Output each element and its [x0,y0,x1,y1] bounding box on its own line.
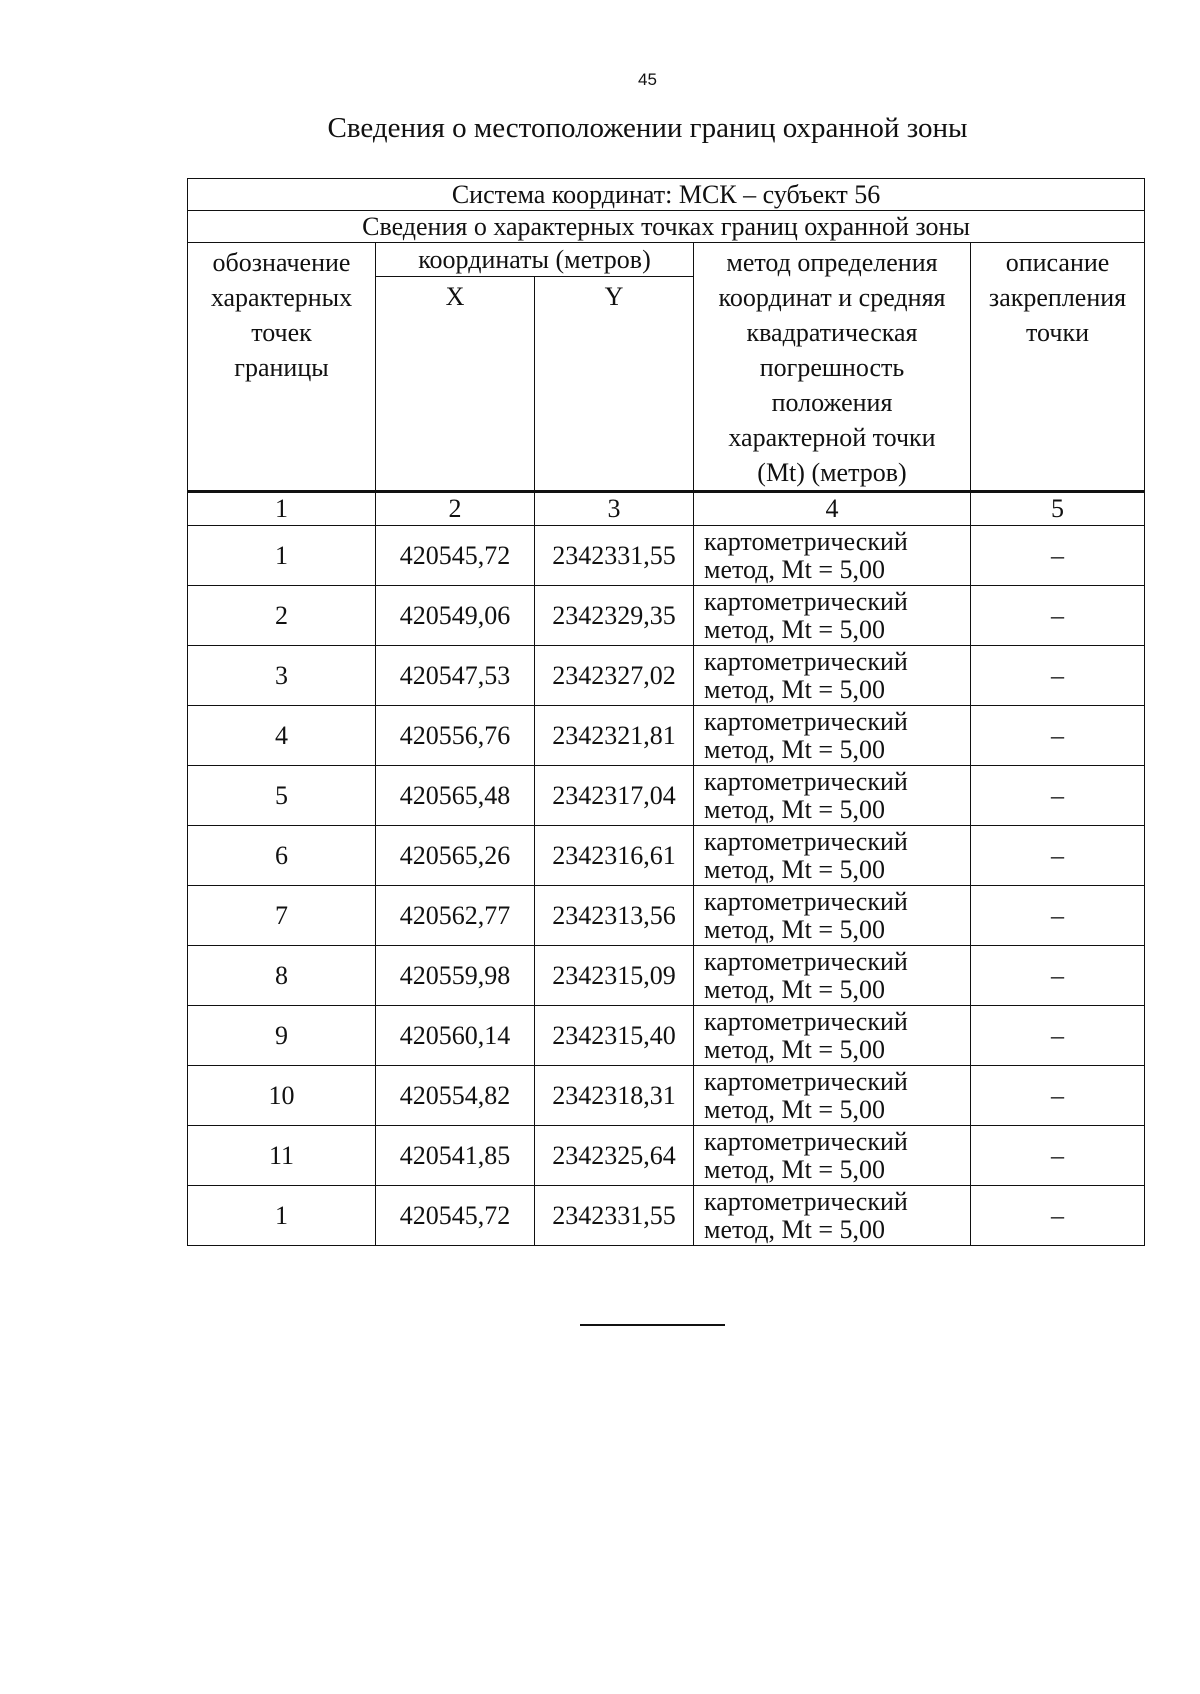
method-line: картометрический [704,1186,908,1216]
cell-y: 2342321,81 [535,706,694,766]
cell-x: 420565,26 [376,826,535,886]
cell-x: 420556,76 [376,706,535,766]
header-method-line: метод определения [726,248,938,277]
header-y: Y [535,277,694,492]
header-method-line: характерной точки [728,423,936,452]
cell-y: 2342313,56 [535,886,694,946]
closing-rule [580,1324,725,1326]
method-line: метод, Mt = 5,00 [704,554,885,584]
page-number: 45 [638,70,657,89]
header-point-line: границы [234,353,329,382]
cell-x: 420560,14 [376,1006,535,1066]
cell-point: 5 [188,766,376,826]
cell-y: 2342318,31 [535,1066,694,1126]
table-row [188,1186,1145,1246]
cell-description: – [971,1186,1145,1246]
header-x: X [376,277,535,492]
document-title: Сведения о местоположении границ охранной зоны [327,112,968,144]
cell-point: 10 [188,1066,376,1126]
method-line: картометрический [704,706,908,736]
cell-y: 2342315,40 [535,1006,694,1066]
method-line: метод, Mt = 5,00 [704,1214,885,1244]
cell-point: 2 [188,586,376,646]
method-line: картометрический [704,586,908,616]
cell-point: 11 [188,1126,376,1186]
method-line: картометрический [704,526,908,556]
method-line: метод, Mt = 5,00 [704,1094,885,1124]
table-row [188,1006,1145,1066]
boundary-points-table [187,178,1145,1246]
cell-method [694,646,971,706]
cell-description: – [971,526,1145,586]
cell-description: – [971,646,1145,706]
cell-y: 2342331,55 [535,526,694,586]
cell-point: 3 [188,646,376,706]
cell-method [694,946,971,1006]
cell-point: 8 [188,946,376,1006]
cell-description: – [971,826,1145,886]
method-line: картометрический [704,826,908,856]
method-line: метод, Mt = 5,00 [704,1154,885,1184]
header-method-line: координат и средняя [718,283,946,312]
cell-method [694,1126,971,1186]
header-coordinates: координаты (метров) [376,243,694,277]
cell-description: – [971,946,1145,1006]
method-line: картометрический [704,1066,908,1096]
cell-method [694,766,971,826]
header-method-line: (Mt) (метров) [757,458,907,487]
header-point-line: точек [251,318,312,347]
cell-method [694,826,971,886]
method-line: метод, Mt = 5,00 [704,674,885,704]
cell-point: 1 [188,526,376,586]
cell-method [694,1006,971,1066]
method-line: метод, Mt = 5,00 [704,854,885,884]
table-row [188,646,1145,706]
cell-y: 2342329,35 [535,586,694,646]
cell-point: 1 [188,1186,376,1246]
cell-point: 9 [188,1006,376,1066]
cell-point: 6 [188,826,376,886]
column-number: 2 [376,492,535,526]
cell-point: 4 [188,706,376,766]
table-row [188,526,1145,586]
header-description-line: описание [1005,248,1110,277]
cell-x: 420545,72 [376,526,535,586]
cell-description: – [971,886,1145,946]
method-line: метод, Mt = 5,00 [704,614,885,644]
cell-x: 420559,98 [376,946,535,1006]
cell-y: 2342327,02 [535,646,694,706]
cell-y: 2342316,61 [535,826,694,886]
header-description-line: точки [1026,318,1089,347]
cell-point: 7 [188,886,376,946]
header-point-designation [188,243,376,492]
table-row [188,886,1145,946]
coordinate-system-label: Система координат: МСК – субъект 56 [188,179,1145,211]
cell-method [694,1066,971,1126]
cell-y: 2342331,55 [535,1186,694,1246]
cell-description: – [971,706,1145,766]
table-row [188,706,1145,766]
header-description [971,243,1145,492]
cell-method [694,886,971,946]
header-point-line: обозначение [212,248,351,277]
method-line: картометрический [704,946,908,976]
cell-y: 2342315,09 [535,946,694,1006]
cell-method [694,1186,971,1246]
cell-description: – [971,766,1145,826]
header-method-line: положения [771,388,893,417]
column-number: 3 [535,492,694,526]
cell-x: 420547,53 [376,646,535,706]
cell-description: – [971,1066,1145,1126]
cell-x: 420541,85 [376,1126,535,1186]
method-line: картометрический [704,1006,908,1036]
method-line: метод, Mt = 5,00 [704,974,885,1004]
cell-method [694,586,971,646]
table-row [188,1126,1145,1186]
header-method-line: квадратическая [746,318,918,347]
cell-method [694,706,971,766]
cell-x: 420554,82 [376,1066,535,1126]
table-row [188,946,1145,1006]
table-row [188,766,1145,826]
cell-description: – [971,1126,1145,1186]
method-line: картометрический [704,766,908,796]
cell-y: 2342325,64 [535,1126,694,1186]
section-label: Сведения о характерных точках границ охранной зоны [188,211,1145,243]
cell-x: 420562,77 [376,886,535,946]
method-line: метод, Mt = 5,00 [704,734,885,764]
method-line: метод, Mt = 5,00 [704,1034,885,1064]
cell-x: 420549,06 [376,586,535,646]
header-method [694,243,971,492]
cell-x: 420565,48 [376,766,535,826]
cell-description: – [971,1006,1145,1066]
method-line: метод, Mt = 5,00 [704,794,885,824]
method-line: метод, Mt = 5,00 [704,914,885,944]
table-row [188,826,1145,886]
method-line: картометрический [704,646,908,676]
cell-method [694,526,971,586]
column-number: 5 [971,492,1145,526]
method-line: картометрический [704,886,908,916]
method-line: картометрический [704,1126,908,1156]
header-method-line: погрешность [759,353,905,382]
column-number: 1 [188,492,376,526]
table-row [188,586,1145,646]
cell-description: – [971,586,1145,646]
header-point-line: характерных [210,283,353,312]
cell-y: 2342317,04 [535,766,694,826]
cell-x: 420545,72 [376,1186,535,1246]
table-row [188,1066,1145,1126]
header-description-line: закрепления [988,283,1127,312]
column-number: 4 [694,492,971,526]
